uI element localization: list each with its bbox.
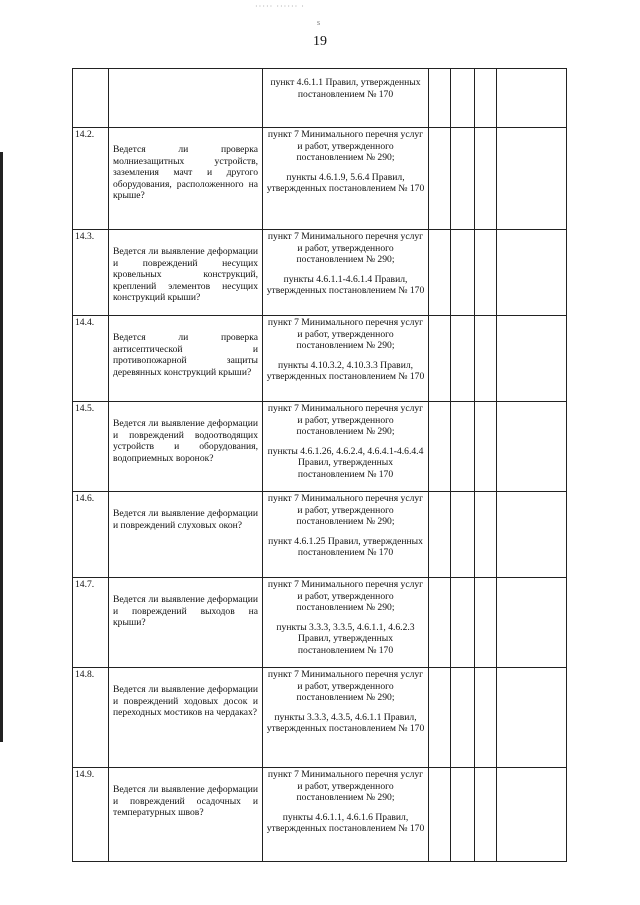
reference-minimal-list: пункт 7 Минимального перечня услуг и работ, утвержденного постановлением № 290; xyxy=(267,493,424,527)
answer-na-cell xyxy=(475,69,497,128)
answer-yes-cell xyxy=(429,578,451,668)
reference-cell xyxy=(263,578,429,668)
reference-cell xyxy=(263,492,429,578)
row-number-cell: 14.6. xyxy=(73,492,109,578)
reference-cell xyxy=(263,128,429,230)
question-cell: Ведется ли выявление деформации и повреждений несущих кровельных конструкций, креплений элементов несущих конструкций крыши? xyxy=(109,230,263,316)
page-mark: s xyxy=(317,18,321,27)
scan-artifact: ····· ······ · xyxy=(255,2,305,11)
table-row xyxy=(73,230,567,316)
answer-na-cell xyxy=(475,768,497,862)
table-row xyxy=(73,492,567,578)
answer-no-cell xyxy=(451,128,475,230)
reference-rules: пункты 4.10.3.2, 4.10.3.3 Правил, утвержденных постановлением № 170 xyxy=(266,359,425,382)
answer-no-cell xyxy=(451,668,475,768)
answer-na-cell xyxy=(475,668,497,768)
answer-yes-cell xyxy=(429,316,451,402)
question-cell: Ведется ли выявление деформации и повреждений выходов на крыши? xyxy=(109,578,263,668)
answer-na-cell xyxy=(475,492,497,578)
reference-minimal-list: пункт 7 Минимального перечня услуг и работ, утвержденного постановлением № 290; xyxy=(267,769,424,803)
table-row xyxy=(73,668,567,768)
reference-cell xyxy=(263,402,429,492)
answer-yes-cell xyxy=(429,402,451,492)
reference-cell xyxy=(263,230,429,316)
answer-no-cell xyxy=(451,768,475,862)
row-number-cell: 14.3. xyxy=(73,230,109,316)
note-cell xyxy=(497,128,567,230)
table-row xyxy=(73,316,567,402)
table-row xyxy=(73,768,567,862)
answer-yes-cell xyxy=(429,69,451,128)
row-number-cell xyxy=(73,69,109,128)
question-cell: Ведется ли выявление деформации и повреждений слуховых окон? xyxy=(109,492,263,578)
reference-text: пункт 4.6.1.1 Правил, утвержденных постановлением № 170 xyxy=(270,77,421,100)
reference-rules: пункты 4.6.1.26, 4.6.2.4, 4.6.4.1-4.6.4.4 Правил, утвержденных постановлением № 170 xyxy=(267,445,424,480)
question-cell: Ведется ли проверка антисептической и противопожарной защиты деревянных конструкций крыши? xyxy=(109,316,263,402)
answer-na-cell xyxy=(475,578,497,668)
answer-na-cell xyxy=(475,402,497,492)
answer-yes-cell xyxy=(429,230,451,316)
reference-cell xyxy=(263,69,429,128)
answer-no-cell xyxy=(451,492,475,578)
note-cell xyxy=(497,768,567,862)
answer-na-cell xyxy=(475,230,497,316)
note-cell xyxy=(497,668,567,768)
answer-yes-cell xyxy=(429,768,451,862)
reference-minimal-list: пункт 7 Минимального перечня услуг и работ, утвержденного постановлением № 290; xyxy=(267,231,424,265)
reference-minimal-list: пункт 7 Минимального перечня услуг и работ, утвержденного постановлением № 290; xyxy=(267,129,424,163)
reference-rules: пункты 4.6.1.1-4.6.1.4 Правил, утвержденных постановлением № 170 xyxy=(266,273,425,296)
question-cell: Ведется ли выявление деформации и повреждений ходовых досок и переходных мостиков на чердаках? xyxy=(109,668,263,768)
note-cell xyxy=(497,578,567,668)
answer-no-cell xyxy=(451,316,475,402)
note-cell xyxy=(497,69,567,128)
table-row xyxy=(73,578,567,668)
question-cell: Ведется ли выявление деформации и повреждений осадочных и температурных швов? xyxy=(109,768,263,862)
question-cell: Ведется ли выявление деформации и повреждений водоотводящих устройств и оборудования, водоприемных воронок? xyxy=(109,402,263,492)
reference-rules: пункты 4.6.1.1, 4.6.1.6 Правил, утвержденных постановлением № 170 xyxy=(266,811,425,834)
reference-cell xyxy=(263,316,429,402)
answer-no-cell xyxy=(451,578,475,668)
row-number-cell: 14.7. xyxy=(73,578,109,668)
reference-cell xyxy=(263,768,429,862)
answer-no-cell xyxy=(451,230,475,316)
reference-minimal-list: пункт 7 Минимального перечня услуг и работ, утвержденного постановлением № 290; xyxy=(267,317,424,351)
reference-cell xyxy=(263,668,429,768)
answer-no-cell xyxy=(451,69,475,128)
row-number-cell: 14.2. xyxy=(73,128,109,230)
row-number-cell: 14.9. xyxy=(73,768,109,862)
page-number: 19 xyxy=(313,34,327,49)
answer-na-cell xyxy=(475,316,497,402)
answer-yes-cell xyxy=(429,492,451,578)
reference-rules: пункт 4.6.1.25 Правил, утвержденных постановлением № 170 xyxy=(268,535,423,558)
answer-na-cell xyxy=(475,128,497,230)
table-row xyxy=(73,128,567,230)
note-cell xyxy=(497,402,567,492)
checklist-table xyxy=(72,68,567,862)
reference-rules: пункты 3.3.3, 3.3.5, 4.6.1.1, 4.6.2.3 Правил, утвержденных постановлением № 170 xyxy=(276,621,415,656)
reference-rules: пункты 4.6.1.9, 5.6.4 Правил, утвержденных постановлением № 170 xyxy=(266,171,425,194)
reference-rules: пункты 3.3.3, 4.3.5, 4.6.1.1 Правил, утвержденных постановлением № 170 xyxy=(266,711,425,734)
answer-yes-cell xyxy=(429,668,451,768)
scan-edge-mark xyxy=(0,152,3,742)
note-cell xyxy=(497,230,567,316)
answer-no-cell xyxy=(451,402,475,492)
row-number-cell: 14.8. xyxy=(73,668,109,768)
table-row xyxy=(73,402,567,492)
reference-minimal-list: пункт 7 Минимального перечня услуг и работ, утвержденного постановлением № 290; xyxy=(267,403,424,437)
note-cell xyxy=(497,492,567,578)
note-cell xyxy=(497,316,567,402)
answer-yes-cell xyxy=(429,128,451,230)
table-row-continuation xyxy=(73,69,567,128)
question-cell: Ведется ли проверка молниезащитных устройств, заземления мачт и другого оборудования, расположенного на крыше? xyxy=(109,128,263,230)
row-number-cell: 14.4. xyxy=(73,316,109,402)
row-number-cell: 14.5. xyxy=(73,402,109,492)
reference-minimal-list: пункт 7 Минимального перечня услуг и работ, утвержденного постановлением № 290; xyxy=(267,669,424,703)
question-cell xyxy=(109,69,263,128)
reference-minimal-list: пункт 7 Минимального перечня услуг и работ, утвержденного постановлением № 290; xyxy=(267,579,424,613)
